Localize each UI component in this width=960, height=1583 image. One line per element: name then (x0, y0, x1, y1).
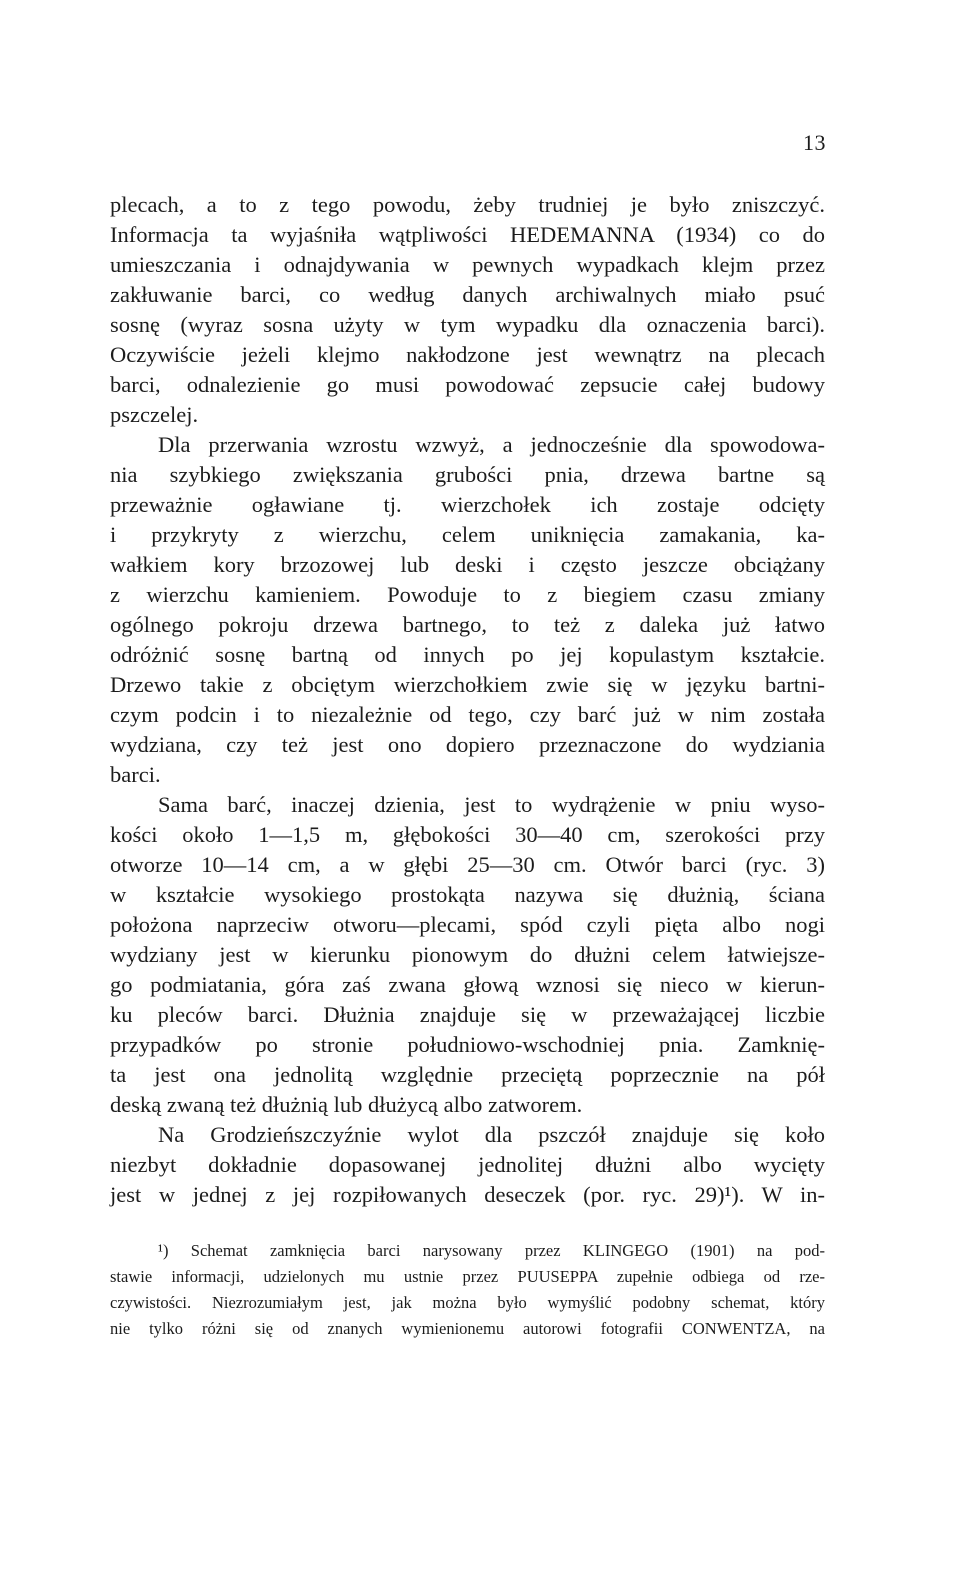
text-line: barci. (110, 762, 161, 787)
footnote-line: ¹) Schemat zamknięcia barci narysowany przez KLINGEGO (1901) na pod- (158, 1241, 825, 1260)
text-line: wydziana, czy też jest ono dopiero przeznaczone do wydziania (110, 732, 825, 757)
text-line: wałkiem kory brzozowej lub deski i często jeszcze obciążany (110, 552, 825, 577)
page-number: 13 (803, 130, 826, 155)
text-line: go podmiatania, góra zaś zwana głową wznosi się nieco w kierun- (110, 972, 825, 997)
text-line: czym podcin i to niezależnie od tego, czy barć już w nim została (110, 702, 825, 727)
text-line: niezbyt dokładnie dopasowanej jednolitej dłużni albo wycięty (110, 1152, 825, 1177)
text-line: deską zwaną też dłużnią lub dłużycą albo zatworem. (110, 1092, 583, 1117)
text-line: Sama barć, inaczej dzienia, jest to wydrążenie w pniu wyso- (158, 792, 825, 817)
text-line: położona naprzeciw otworu—plecami, spód czyli pięta albo nogi (110, 912, 825, 937)
text-line: zakłuwanie barci, co według danych archiwalnych miało psuć (110, 282, 825, 307)
text-line: ogólnego pokroju drzewa bartnego, to też z daleka już łatwo (110, 612, 825, 637)
text-line: przeważnie ogławiane tj. wierzchołek ich zostaje odcięty (110, 492, 825, 517)
text-line: nia szybkiego zwiększania grubości pnia, drzewa bartne są (110, 462, 825, 487)
text-line: z wierzchu kamieniem. Powoduje to z biegiem czasu zmiany (110, 582, 825, 607)
footnotes (110, 1238, 825, 1342)
text-line: plecach, a to z tego powodu, żeby trudniej je było zniszczyć. (110, 192, 825, 217)
text-line: w kształcie wysokiego prostokąta nazywa się dłużnią, ściana (110, 882, 825, 907)
text-line: pszczelej. (110, 402, 199, 427)
text-line: jest w jednej z jej rozpiłowanych deseczek (por. ryc. 29)¹). W in- (110, 1182, 825, 1207)
footnote-line: czywistości. Niezrozumiałym jest, jak można było wymyślić podobny schemat, który (110, 1293, 825, 1312)
text-line: ku pleców barci. Dłużnia znajduje się w przeważającej liczbie (110, 1002, 825, 1027)
text-line: Informacja ta wyjaśniła wątpliwości HEDEMANNA (1934) co do (110, 222, 825, 247)
footnote-line: nie tylko różni się od znanych wymienionemu autorowi fotografii CONWENTZA, na (110, 1319, 825, 1338)
text-line: sosnę (wyraz sosna użyty w tym wypadku dla oznaczenia barci). (110, 312, 825, 337)
text-line: Dla przerwania wzrostu wzwyż, a jednocześnie dla spowodowa- (158, 432, 825, 457)
text-line: odróżnić sosnę bartną od innych po jej kopulastym kształcie. (110, 642, 825, 667)
text-line: otworze 10—14 cm, a w głębi 25—30 cm. Otwór barci (ryc. 3) (110, 852, 825, 877)
text-line: Drzewo takie z obciętym wierzchołkiem zwie się w języku bartni- (110, 672, 825, 697)
body-text (110, 190, 825, 1210)
text-line: i przykryty z wierzchu, celem uniknięcia zamakania, ka- (110, 522, 825, 547)
text-line: przypadków po stronie południowo-wschodniej pnia. Zamknię- (110, 1032, 825, 1057)
text-line: Oczywiście jeżeli klejmo nakłodzone jest wewnątrz na plecach (110, 342, 825, 367)
text-line: umieszczania i odnajdywania w pewnych wypadkach klejm przez (110, 252, 825, 277)
text-line: Na Grodzieńszczyźnie wylot dla pszczół znajduje się koło (158, 1122, 825, 1147)
text-line: wydziany jest w kierunku pionowym do dłużni celem łatwiejsze- (110, 942, 825, 967)
footnote-line: stawie informacji, udzielonych mu ustnie przez PUUSEPPA zupełnie odbiega od rze- (110, 1267, 825, 1286)
text-line: ta jest ona jednolitą względnie przeciętą poprzecznie na pół (110, 1062, 825, 1087)
text-line: barci, odnalezienie go musi powodować zepsucie całej budowy (110, 372, 825, 397)
text-line: kości około 1—1,5 m, głębokości 30—40 cm, szerokości przy (110, 822, 825, 847)
